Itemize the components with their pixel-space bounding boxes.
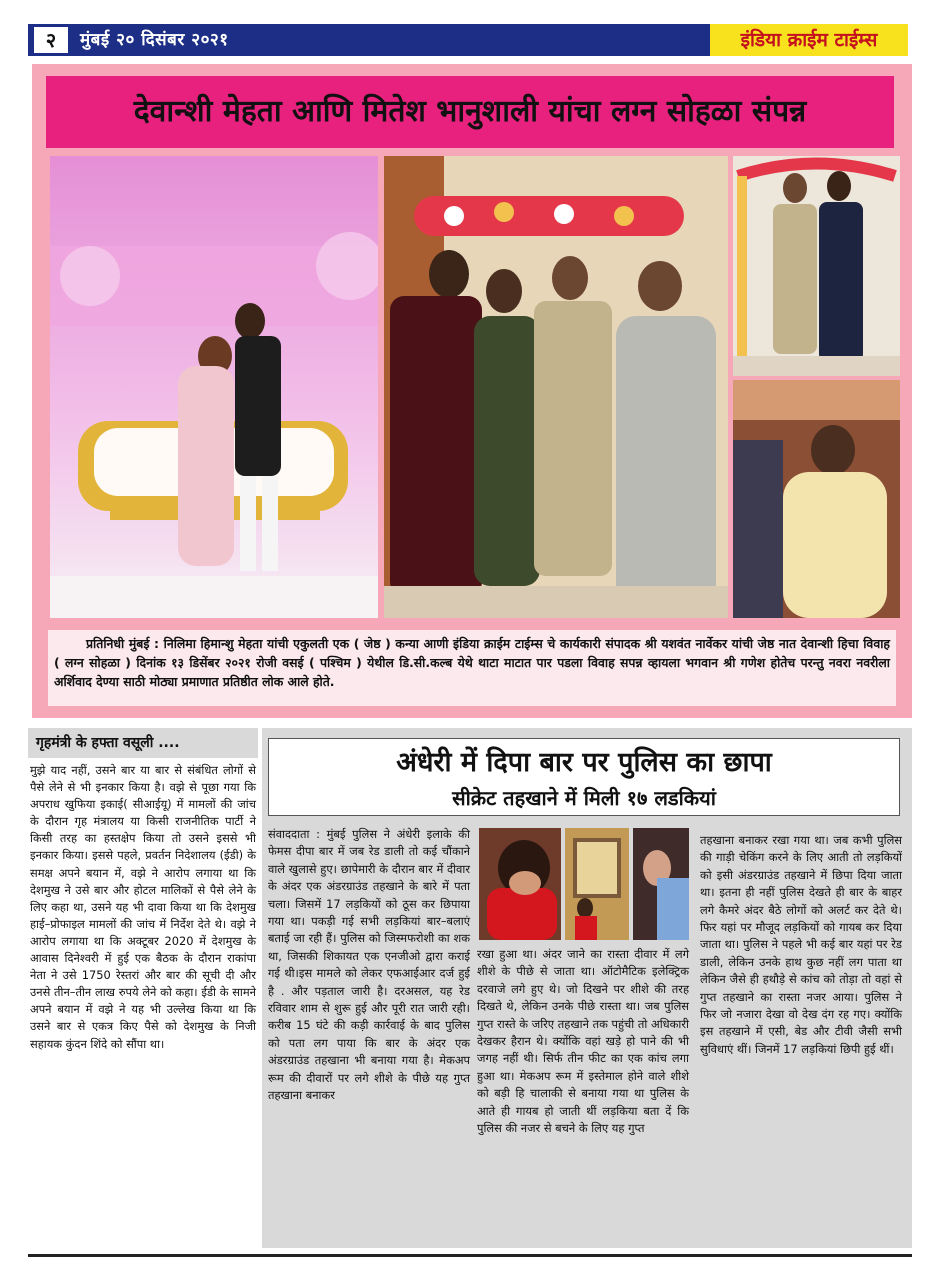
raid-photo-mirror-room xyxy=(565,828,629,940)
raid-photo-woman xyxy=(479,828,561,940)
article-column-2 xyxy=(477,946,689,1137)
left-column-text: मुझे याद नहीं, उसने बार या बार से संबंधित लोगों से पैसे लेने से भी इनकार किया है। वझे से पूछा गया कि अपराध खुफिया इकाई( सीआईयू) में मामलों की जांच के दौरान गृह मंत्रालय या किसी राजनीतिक पार्टी ने किसी तरह का हस्तक्षेप किया तो उसने इससे भी इनकार किया। इससे पहले, प्रवर्तन निदेशालय (ईडी) के समक्ष अपने बयान में, वझे ने आरोप लगाया था कि देशमुख ने उसे बार और होटल मालिकों से पैसे लेने के लिए कहा था, उसने यह भी दावा किया था कि देशमुख हाई–प्रोफाइल मामलों की जांच में निर्देश देते थे। वझे ने आरोप लगाया था कि अक्टूबर 2020 में देशमुख के आवास दिनेश्वरी में हुई एक बैठक के दौरान राकांपा नेता ने उसे 1750 रेस्तरां और बार की सूची दी और उनसे तीन–तीन लाख रुपये लेने को कहा। ईडी के सामने अपने बयान में वझे ने यह भी उल्लेख किया था कि उसने बार से एकत्र किए पैसे को देशमुख के निजी सहायक कुंदन शिंदे को सौंपा था। xyxy=(30,763,256,1051)
article-column-1 xyxy=(268,826,470,1105)
wedding-caption xyxy=(48,630,896,706)
article-column-3 xyxy=(700,832,902,1058)
family-group-photo xyxy=(384,156,728,618)
page-number: २ xyxy=(34,27,68,53)
article-column-3-text: तहखाना बनाकर रखा गया था। जब कभी पुलिस की गाड़ी चेकिंग करने के लिए आती तो लड़कियों को इसी अंडरग्राउंड तहखाने में छिपा दिया जाता था। इतना ही नहीं पुलिस देखते ही बार के बाहर लगे कैमरे अंदर बैठे लोगों को अलर्ट कर देते थे। फिर यहां पर मौजूद लड़कियों को गायब कर दिया जाता था। पुलिस ने पहले भी कई बार यहां पर रेड डाली, लेकिन उनके हाथ कुछ नहीं लग पाता था लेकिन जैसे ही हथौड़े से कांच को तोड़ा तो वहां से गुप्त तहखाने का रास्ता नजर आया। पुलिस ने फिर जो नजारा देखा वो देख दंग रह गए। क्योंकि इस तहखाने में एसी, बेड और टीवी जैसी सभी सुविधाएं थीं। जिनमें 17 लड़कियां छिपी हुई थीं। xyxy=(700,833,902,1056)
article-column-1-text: संवाददाता : मुंबई पुलिस ने अंधेरी इलाके की फेमस दीपा बार में जब रेड डाली तो कई चौंकाने वाले खुलासे हुए। छापेमारी के दौरान बार में दीवार के अंदर एक अंडरग्राउंड तहखाने के बारे में पता चला। जिसमें 17 लड़कियों को ठूस कर छिपाया गया था। पकड़ी गई सभी लड़कियां बार–बलाएं बताई जा रही हैं। पुलिस को जिस्मफरोशी का शक था, जिसकी शिकायत एक एनजीओ द्वारा कराई गई थी।इस मामले को लेकर एफआईआर दर्ज हुई है . और पड़ताल जारी है। दरअसल, यह रेड रविवार शाम से शुरू हुई और पूरी रात जारी रही। करीब 15 घंटे की कड़ी कार्रवाई के बाद पुलिस को पता लग पाया कि बार के अंदर एक अंडरग्राउंड तहखाना भी बनाया गया है। मेकअप रूम की दीवारों पर लगे शीशे के पीछे यह गुप्त तहखाना बनाकर xyxy=(268,827,470,1103)
issue-date: मुंबई २० दिसंबर २०२१ xyxy=(80,30,229,50)
masthead-brand: इंडिया क्राईम टाईम्स xyxy=(710,24,908,56)
article-column-2-text: रखा हुआ था। अंदर जाने का रास्ता दीवार में लगे शीशे के पीछे से जाता था। ऑटोमैटिक इलेक्ट्रिक दरवाजे लगे हुए थे। जो दिखने पर शीशे की तरह दिखते थे, लेकिन उनके पीछे रास्ता था। जब पुलिस गुप्त रास्ते के जरिए तहखाने तक पहुंची तो अधिकारी देखकर हैरान थे। क्योंकि वहां खड़े हो पाने की भी जगह नहीं थी। सिर्फ तीन फीट का एक कांच लगा हुआ था। मेकअप रूम में इस्तेमाल होने वाले शीशे को बड़ी हि चालाकी से बनाया गया था पुलिस के आते ही गायब हो जाती थीं लड़किया बता दें कि पुलिस की नजर से बचने के लिए यह गुप्त xyxy=(477,947,689,1136)
article-headline: अंधेरी में दिपा बार पर पुलिस का छापा xyxy=(396,747,772,778)
article-subheadline: सीक्रेट तहखाने में मिली १७ लडकियां xyxy=(452,786,716,810)
left-column-heading: गृहमंत्री के हफ्ता वसूली .... xyxy=(28,728,258,758)
raid-photo-hidden-room xyxy=(633,828,689,940)
page-bottom-rule xyxy=(28,1254,912,1257)
left-column-body xyxy=(30,762,256,1053)
wedding-caption-text: प्रतिनिधी मुंबई : निलिमा हिमान्शु मेहता यांची एकुलती एक ( जेष्ठ ) कन्या आणी इंडिया क्राईम टाईम्स चे कार्यकारी संपादक श्री यशवंत नार्वेकर यांची जेष्ठ नात देवान्शी हिचा विवाह ( लग्न सोहळा ) दिनांक १३ डिसेंबर २०२१ रोजी वसई ( पश्चिम ) येथील डि.सी.कल्ब येथे थाटा माटात पार पडला विवाह सपन्न व्हायला भगवान श्री गणेश होतेच परन्तु नवरा नवरीला अर्शिवाद देण्या साठी मोठ्या प्रमाणात प्रतिष्ठीत लोक आले होते. xyxy=(54,636,890,689)
wedding-headline: देवान्शी मेहता आणि मितेश भानुशाली यांचा लग्न सोहळा संपन्न xyxy=(46,76,894,148)
couple-stage-photo xyxy=(50,156,378,618)
two-men-photo xyxy=(733,156,900,376)
seated-man-photo xyxy=(733,380,900,618)
